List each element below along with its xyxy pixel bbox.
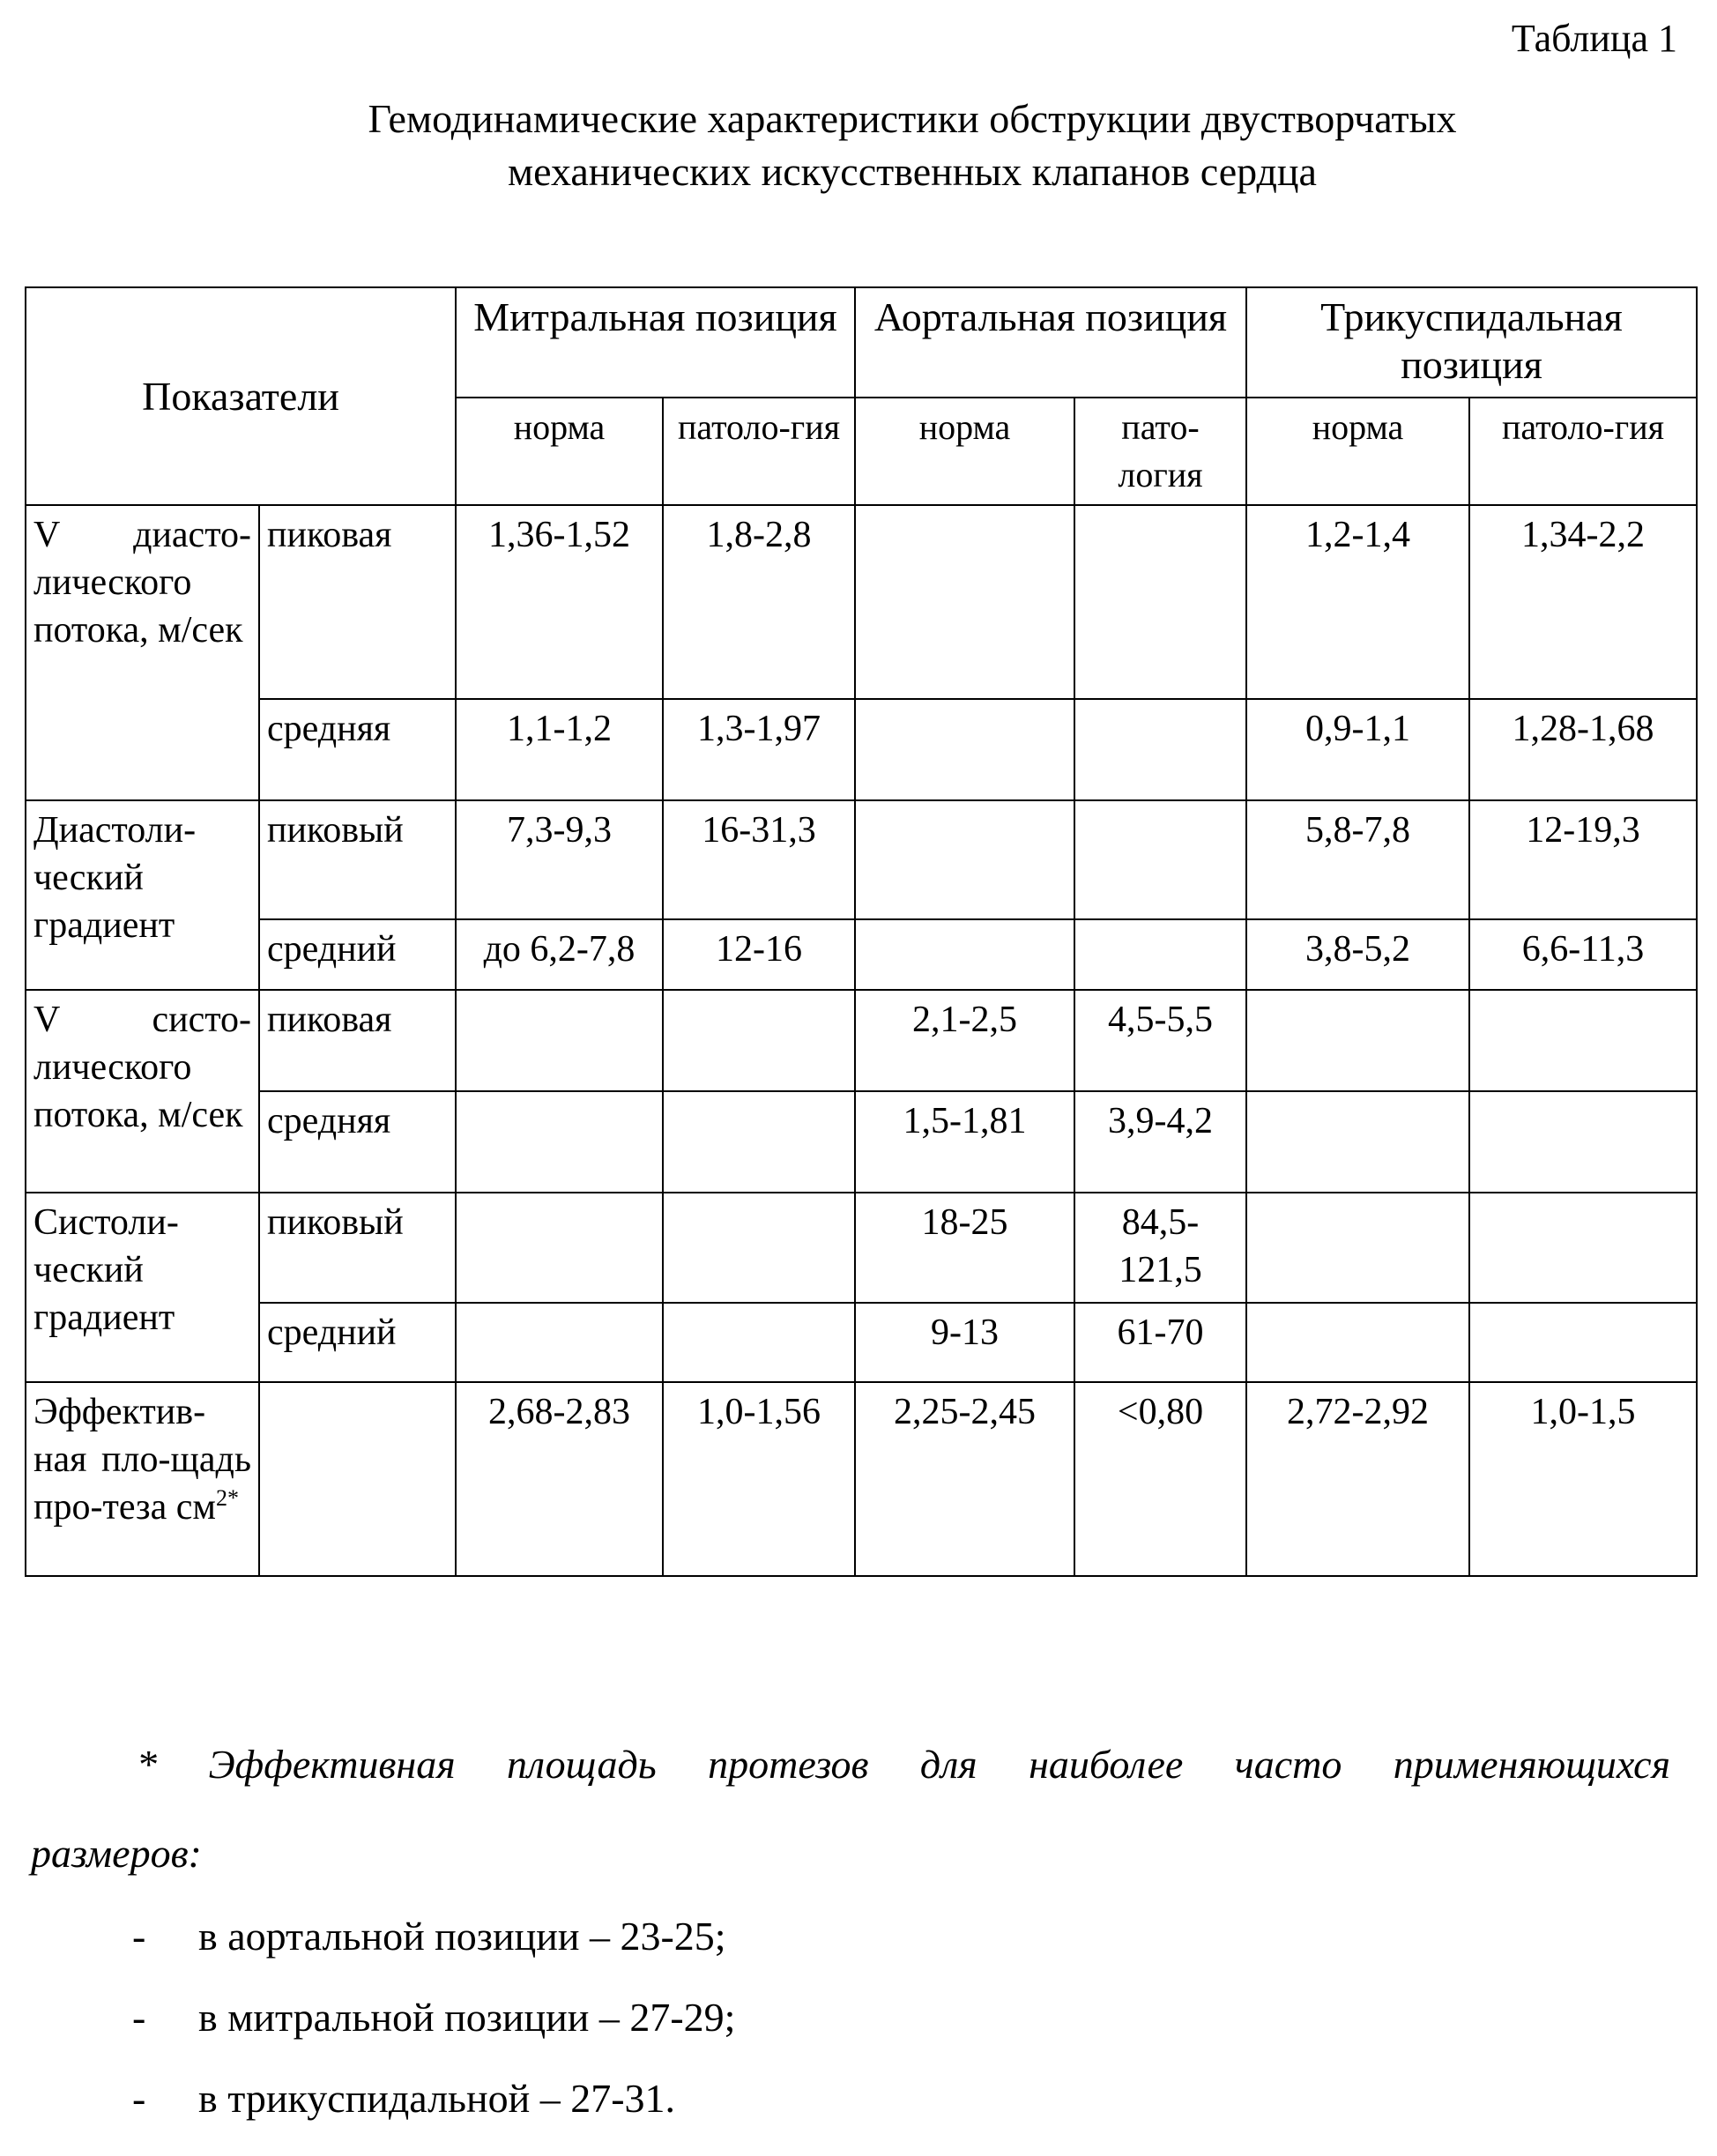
table-cell: 1,0-1,56 bbox=[663, 1382, 855, 1576]
group-label: V систо-лического потока, м/сек bbox=[26, 990, 259, 1193]
header-aortic-norm: норма bbox=[855, 398, 1074, 505]
group-label: Систоли-ческий градиент bbox=[26, 1193, 259, 1382]
table-cell: 2,68-2,83 bbox=[456, 1382, 663, 1576]
header-aortic: Аортальная позиция bbox=[855, 287, 1246, 398]
table-cell: 1,8-2,8 bbox=[663, 505, 855, 699]
list-dash: - bbox=[132, 2076, 146, 2121]
table-cell bbox=[1074, 505, 1246, 699]
table-cell: 5,8-7,8 bbox=[1246, 800, 1469, 919]
list-item bbox=[132, 1994, 735, 2075]
area-unit-superscript: 2* bbox=[215, 1485, 239, 1511]
list-item-text: в трикуспидальной – 27-31. bbox=[198, 2076, 676, 2121]
header-tricuspid: Трикуспидальная позиция bbox=[1246, 287, 1697, 398]
table-cell: 1,36-1,52 bbox=[456, 505, 663, 699]
list-dash: - bbox=[132, 1995, 146, 2040]
table-cell bbox=[1469, 1091, 1697, 1193]
table-cell bbox=[1469, 1193, 1697, 1303]
table-cell bbox=[1246, 1193, 1469, 1303]
title-line-2: механических искусственных клапанов сердца bbox=[508, 149, 1317, 194]
table-cell: 3,9-4,2 bbox=[1074, 1091, 1246, 1193]
row-subtype: средний bbox=[259, 1303, 456, 1382]
list-item bbox=[132, 1913, 735, 1994]
table-cell: 2,25-2,45 bbox=[855, 1382, 1074, 1576]
table-cell bbox=[855, 800, 1074, 919]
row-subtype: пиковая bbox=[259, 505, 456, 699]
table-cell: 1,0-1,5 bbox=[1469, 1382, 1697, 1576]
table-cell: 12-19,3 bbox=[1469, 800, 1697, 919]
table-cell: 2,1-2,5 bbox=[855, 990, 1074, 1091]
table-cell: 7,3-9,3 bbox=[456, 800, 663, 919]
header-tricuspid-norm: норма bbox=[1246, 398, 1469, 505]
table-cell bbox=[456, 1091, 663, 1193]
area-row-label: Эффектив-ная пло-щадь про-теза $см^{2*}$ bbox=[26, 1382, 259, 1576]
table-cell bbox=[456, 1303, 663, 1382]
table-cell: 1,28-1,68 bbox=[1469, 699, 1697, 800]
list-dash: - bbox=[132, 1914, 146, 1959]
table-cell: <0,80 bbox=[1074, 1382, 1246, 1576]
table-cell: 12-16 bbox=[663, 919, 855, 990]
table-cell bbox=[1469, 1303, 1697, 1382]
group-label: Диастоли-ческий градиент bbox=[26, 800, 259, 990]
table-cell: 6,6-11,3 bbox=[1469, 919, 1697, 990]
row-subtype: пиковая bbox=[259, 990, 456, 1091]
table-title bbox=[0, 93, 1717, 198]
table-cell bbox=[855, 505, 1074, 699]
footnote-line-1: * Эффективная площадь протезов для наиболее часто применяющихся bbox=[137, 1742, 1670, 1787]
row-subtype-empty bbox=[259, 1382, 456, 1576]
row-subtype: средняя bbox=[259, 699, 456, 800]
sizes-list bbox=[132, 1913, 735, 2156]
header-mitral: Митральная позиция bbox=[456, 287, 855, 398]
footnote bbox=[31, 1741, 1670, 1877]
header-tricuspid-pathology: патоло-гия bbox=[1469, 398, 1697, 505]
table-cell bbox=[663, 1193, 855, 1303]
table-cell bbox=[1074, 699, 1246, 800]
list-item-text: в аортальной позиции – 23-25; bbox=[198, 1914, 726, 1959]
list-item bbox=[132, 2075, 735, 2156]
table-label: Таблица 1 bbox=[1511, 17, 1677, 60]
table-cell bbox=[855, 699, 1074, 800]
table-cell bbox=[1246, 990, 1469, 1091]
table-cell: 1,2-1,4 bbox=[1246, 505, 1469, 699]
group-label: V диасто-лического потока, м/сек bbox=[26, 505, 259, 800]
header-mitral-norm: норма bbox=[456, 398, 663, 505]
header-aortic-pathology: пато-логия bbox=[1074, 398, 1246, 505]
table-cell bbox=[1074, 919, 1246, 990]
table-cell: 1,1-1,2 bbox=[456, 699, 663, 800]
table-cell: 4,5-5,5 bbox=[1074, 990, 1246, 1091]
table-cell: 61-70 bbox=[1074, 1303, 1246, 1382]
table-cell bbox=[1246, 1303, 1469, 1382]
table-cell: 0,9-1,1 bbox=[1246, 699, 1469, 800]
table-cell: 1,34-2,2 bbox=[1469, 505, 1697, 699]
table-cell bbox=[1246, 1091, 1469, 1193]
table-cell: 2,72-2,92 bbox=[1246, 1382, 1469, 1576]
title-line-1: Гемодинамические характеристики обструкции двустворчатых bbox=[368, 96, 1457, 141]
table-cell bbox=[1074, 800, 1246, 919]
table-cell: 9-13 bbox=[855, 1303, 1074, 1382]
table-cell: 84,5-121,5 bbox=[1074, 1193, 1246, 1303]
table-cell: 1,3-1,97 bbox=[663, 699, 855, 800]
header-mitral-pathology: патоло-гия bbox=[663, 398, 855, 505]
list-item-text: в митральной позиции – 27-29; bbox=[198, 1995, 736, 2040]
table-cell bbox=[663, 1091, 855, 1193]
table-cell: до 6,2-7,8 bbox=[456, 919, 663, 990]
table-cell: 18-25 bbox=[855, 1193, 1074, 1303]
footnote-line-2: размеров: bbox=[31, 1831, 202, 1876]
table-cell: 3,8-5,2 bbox=[1246, 919, 1469, 990]
row-subtype: средний bbox=[259, 919, 456, 990]
row-subtype: пиковый bbox=[259, 1193, 456, 1303]
row-subtype: пиковый bbox=[259, 800, 456, 919]
header-indicators: Показатели bbox=[26, 287, 456, 505]
table-cell bbox=[456, 1193, 663, 1303]
table-cell: 1,5-1,81 bbox=[855, 1091, 1074, 1193]
table-cell bbox=[456, 990, 663, 1091]
table-cell bbox=[663, 1303, 855, 1382]
row-subtype: средняя bbox=[259, 1091, 456, 1193]
table-cell bbox=[663, 990, 855, 1091]
table-cell bbox=[1469, 990, 1697, 1091]
table-cell: 16-31,3 bbox=[663, 800, 855, 919]
table-cell bbox=[855, 919, 1074, 990]
hemodynamics-table bbox=[25, 286, 1698, 1577]
